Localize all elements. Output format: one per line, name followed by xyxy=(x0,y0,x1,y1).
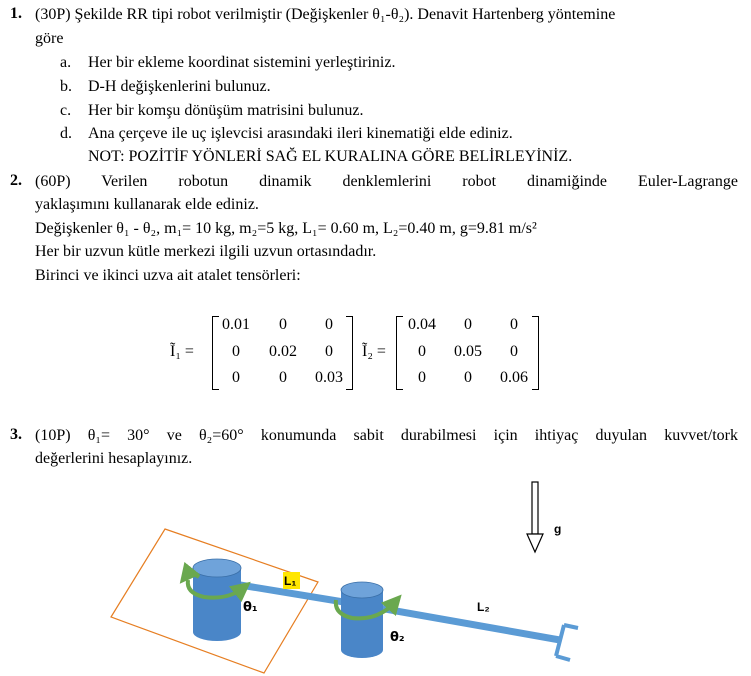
gripper-icon xyxy=(556,625,578,660)
rotation-arrow-1-tail-icon xyxy=(186,574,199,577)
L2-label: L₂ xyxy=(477,600,490,614)
q1-item-b-text: D-H değişkenlerini bulunuz. xyxy=(88,78,271,95)
q1-item-a-text: Her bir ekleme koordinat sistemini yerleştiriniz. xyxy=(88,54,396,71)
matrix-I2-label: Ĩ₂ = xyxy=(362,343,386,360)
gravity-arrow-icon xyxy=(527,482,543,552)
q1-line2: göre xyxy=(35,30,64,47)
I2-cell: 0.05 xyxy=(454,343,482,360)
q2-line5: Birinci ve ikinci uzva ait atalet tensörleri: xyxy=(35,267,301,284)
q3-line2: değerlerini hesaplayınız. xyxy=(35,450,193,467)
q3-line1: (10P) θ₁= 30° ve θ₂=60° konumunda sabit durabilmesi için ihtiyaç duyulan kuvvet/tork xyxy=(35,427,738,444)
q2-line3: Değişkenler θ₁ - θ₂, m₁= 10 kg, m₂=5 kg, L₁= 0.60 m, L₂=0.40 m, g=9.81 m/s² xyxy=(35,220,537,237)
I2-cell: 0 xyxy=(418,369,426,386)
gravity-label: g xyxy=(554,522,562,536)
I1-cell: 0.01 xyxy=(222,316,250,333)
q1-number: 1. xyxy=(10,5,22,22)
q1-item-c-text: Her bir komşu dönüşüm matrisini bulunuz. xyxy=(88,102,364,119)
I2-cell: 0.04 xyxy=(408,316,436,333)
I2-cell: 0 xyxy=(418,343,426,360)
I2-cell: 0 xyxy=(464,369,472,386)
matrix-I1-label: Ĩ₁ = xyxy=(170,343,194,360)
theta1-label: θ₁ xyxy=(243,600,258,615)
q2-line4: Her bir uzvun kütle merkezi ilgili uzvun ortasındadır. xyxy=(35,243,377,260)
q1-item-b-letter: b. xyxy=(60,78,72,95)
joint-1-cylinder xyxy=(193,559,241,641)
q1-item-d-text: Ana çerçeve ile uç işlevcisi arasındaki ileri kinematiği elde ediniz. xyxy=(88,125,513,142)
I1-cell: 0 xyxy=(232,369,240,386)
I1-cell: 0.03 xyxy=(315,369,343,386)
I1-cell: 0 xyxy=(325,343,333,360)
I1-cell: 0 xyxy=(325,316,333,333)
I1-cell: 0 xyxy=(232,343,240,360)
I1-cell: 0 xyxy=(279,316,287,333)
I1-cell: 0.02 xyxy=(269,343,297,360)
q1-note: NOT: POZİTİF YÖNLERİ SAĞ EL KURALINA GÖRE BELİRLEYİNİZ. xyxy=(88,148,573,165)
q1-item-d-letter: d. xyxy=(60,125,72,142)
L1-label: L₁ xyxy=(284,574,297,588)
I1-cell: 0 xyxy=(279,369,287,386)
I2-cell: 0.06 xyxy=(500,369,528,386)
theta2-label: θ₂ xyxy=(390,630,405,645)
q3-number: 3. xyxy=(10,426,22,443)
I2-cell: 0 xyxy=(464,316,472,333)
q2-number: 2. xyxy=(10,172,22,189)
I2-cell: 0 xyxy=(510,343,518,360)
I2-cell: 0 xyxy=(510,316,518,333)
q2-line1: (60P) Verilen robotun dinamik denklemlerini robot dinamiğinde Euler-Lagrange xyxy=(35,173,738,190)
q1-item-c-letter: c. xyxy=(60,102,72,119)
q2-line2: yaklaşımını kullanarak elde ediniz. xyxy=(35,196,259,213)
q1-line1: (30P) Şekilde RR tipi robot verilmiştir (Değişkenler θ₁-θ₂). Denavit Hartenberg yöntemine xyxy=(35,6,616,23)
q1-item-a-letter: a. xyxy=(60,54,72,71)
